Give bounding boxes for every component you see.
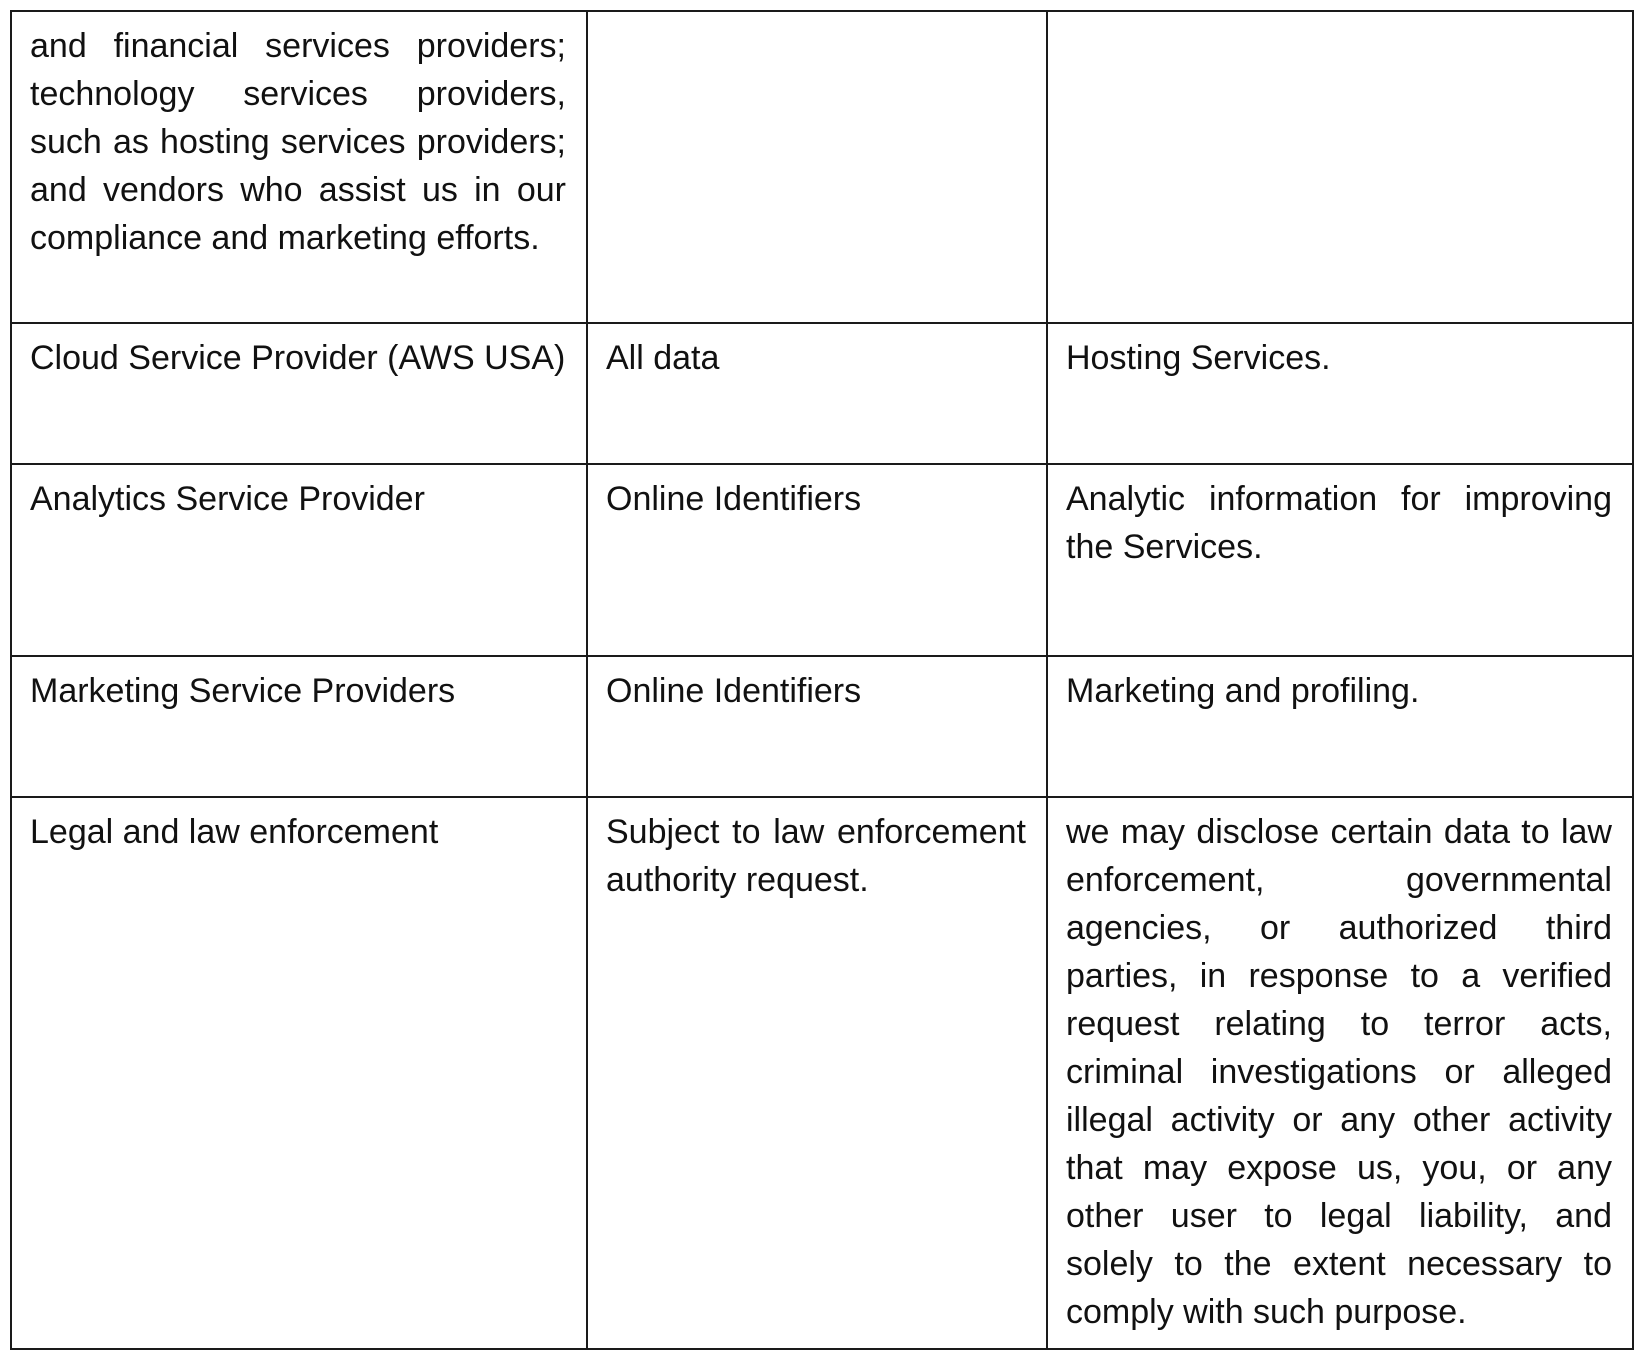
data-category-text: Online Identifiers	[606, 672, 862, 710]
recipient-text: and financial services providers; technology services providers, such as hosting services providers; and vendors who assist us in our compliance and marketing efforts.	[30, 27, 566, 257]
recipient-text: Analytics Service Provider	[30, 480, 425, 518]
recipient-text: Marketing Service Providers	[30, 672, 456, 710]
table-row	[11, 11, 1633, 323]
purpose-text: Analytic information for improving the Services.	[1066, 480, 1612, 566]
data-category-text: All data	[606, 339, 720, 377]
purpose-cell	[1047, 323, 1633, 464]
data-category-cell	[587, 797, 1047, 1349]
data-category-cell	[587, 11, 1047, 323]
recipient-text: Cloud Service Provider (AWS USA)	[30, 339, 566, 377]
recipient-cell	[11, 464, 587, 656]
purpose-cell	[1047, 11, 1633, 323]
purpose-text: Marketing and profiling.	[1066, 672, 1420, 710]
data-sharing-table	[10, 10, 1634, 1350]
data-category-cell	[587, 323, 1047, 464]
purpose-cell	[1047, 797, 1633, 1349]
table-row	[11, 464, 1633, 656]
table-body	[11, 11, 1633, 1349]
data-category-cell	[587, 464, 1047, 656]
purpose-text: we may disclose certain data to law enforcement, governmental agencies, or authorized third parties, in response to a verified request relating to terror acts, criminal investigations or alleged illegal activity or any other activity that may expose us, you, or any other user to legal liability, and solely to the extent necessary to comply with such purpose.	[1066, 813, 1612, 1331]
recipient-cell	[11, 11, 587, 323]
purpose-cell	[1047, 464, 1633, 656]
table-row	[11, 797, 1633, 1349]
purpose-cell	[1047, 656, 1633, 797]
purpose-text: Hosting Services.	[1066, 339, 1331, 377]
data-category-text: Subject to law enforcement authority request.	[606, 813, 1026, 899]
table-row	[11, 323, 1633, 464]
recipient-cell	[11, 656, 587, 797]
data-category-cell	[587, 656, 1047, 797]
table-row	[11, 656, 1633, 797]
recipient-text: Legal and law enforcement	[30, 813, 439, 851]
data-category-text: Online Identifiers	[606, 480, 862, 518]
recipient-cell	[11, 797, 587, 1349]
recipient-cell	[11, 323, 587, 464]
